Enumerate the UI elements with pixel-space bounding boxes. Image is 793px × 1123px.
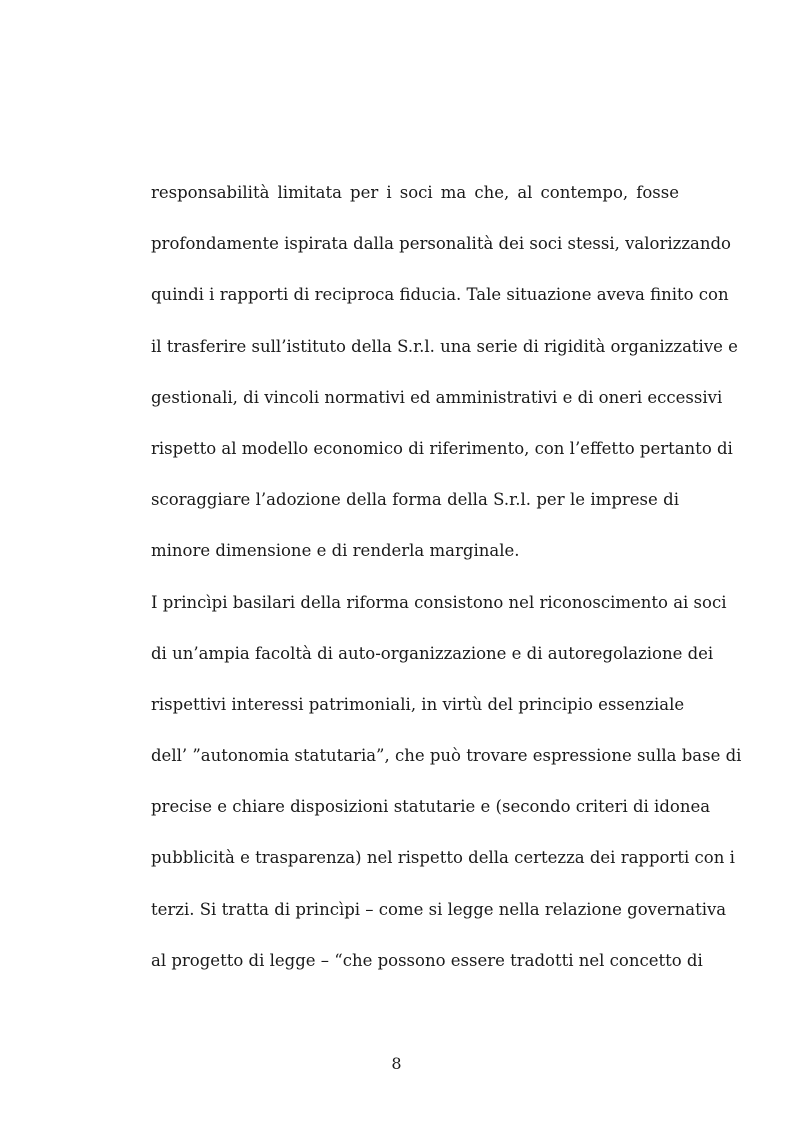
text-line: scoraggiare l’adozione della forma della S.r.l. per le imprese di [151, 490, 679, 510]
text-line: gestionali, di vincoli normativi ed amministrativi e di oneri eccessivi [151, 387, 723, 407]
text-line: terzi. Si tratta di princìpi – come si legge nella relazione governativa [151, 899, 727, 919]
text-line: profondamente ispirata dalla personalità dei soci stessi, valorizzando [151, 234, 731, 254]
text-line: il trasferire sull’istituto della S.r.l. una serie di rigidità organizzative e [151, 336, 738, 356]
text-line: dell’ ”autonomia statutaria”, che può trovare espressione sulla base di [151, 746, 742, 766]
text-line: precise e chiare disposizioni statutarie e (secondo criteri di idonea [151, 797, 711, 817]
text-line: minore dimensione e di renderla marginale. [151, 541, 520, 561]
page-number: 8 [391, 1054, 402, 1073]
text-line: di un’ampia facoltà di auto-organizzazione e di autoregolazione dei [151, 643, 714, 663]
body-text [151, 175, 742, 994]
text-line: rispettivi interessi patrimoniali, in virtù del principio essenziale [151, 694, 685, 714]
text-line: quindi i rapporti di reciproca fiducia. Tale situazione aveva finito con [151, 285, 729, 305]
text-line: responsabilità limitata per i soci ma che, al contempo, fosse [151, 183, 679, 202]
text-line: al progetto di legge – “che possono essere tradotti nel concetto di [151, 950, 703, 970]
text-line: pubblicità e trasparenza) nel rispetto della certezza dei rapporti con i [151, 848, 735, 868]
text-line: I princìpi basilari della riforma consistono nel riconoscimento ai soci [151, 592, 727, 612]
text-line: rispetto al modello economico di riferimento, con l’effetto pertanto di [151, 438, 733, 458]
